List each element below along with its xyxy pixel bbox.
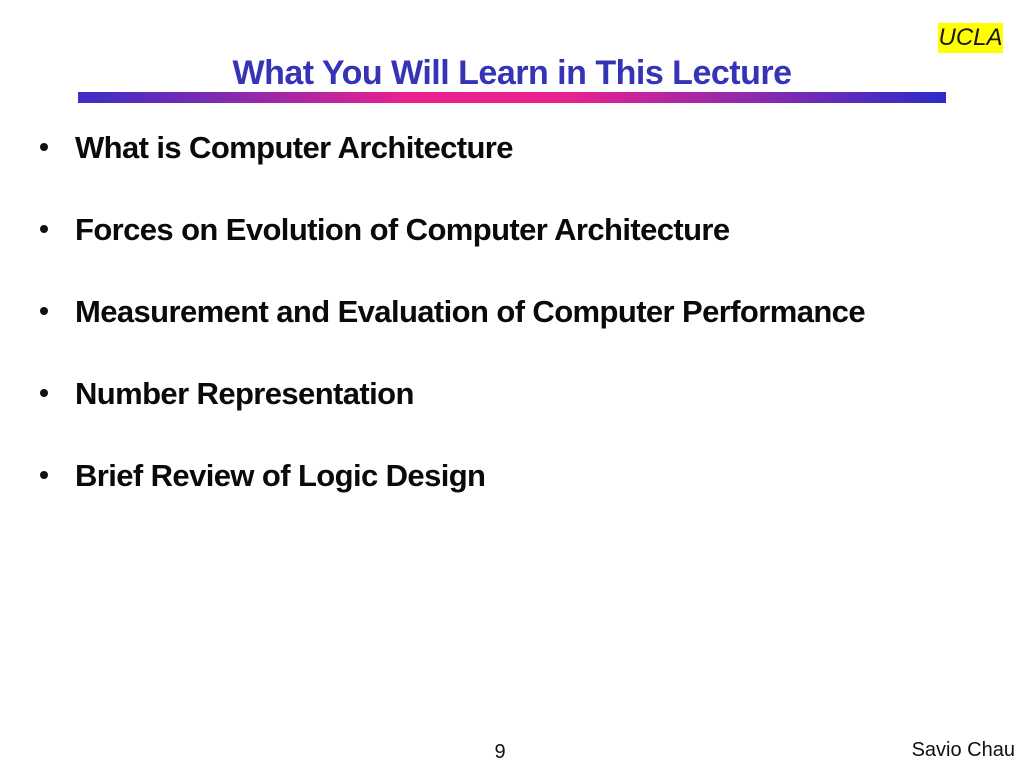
page-number: 9 bbox=[494, 741, 506, 763]
author-name: Savio Chau bbox=[911, 739, 1015, 761]
bullet-icon bbox=[40, 471, 48, 479]
bullet-text: Number Representation bbox=[75, 376, 414, 411]
bullet-item bbox=[40, 459, 1014, 492]
bullet-item bbox=[40, 377, 1014, 410]
slide-title: What You Will Learn in This Lecture bbox=[232, 54, 792, 92]
bullet-item bbox=[40, 213, 1014, 246]
bullet-icon bbox=[40, 389, 48, 397]
bullet-text: Measurement and Evaluation of Computer Performance bbox=[75, 294, 865, 329]
bullet-text: Forces on Evolution of Computer Architecture bbox=[75, 212, 730, 247]
ucla-logo-text: UCLA bbox=[938, 24, 1003, 51]
bullet-item bbox=[40, 295, 1014, 328]
bullet-icon bbox=[40, 143, 48, 151]
bullet-text: What is Computer Architecture bbox=[75, 130, 513, 165]
bullet-icon bbox=[40, 307, 48, 315]
ucla-logo bbox=[938, 23, 1003, 53]
bullet-list bbox=[40, 131, 1014, 541]
title-underline-gradient bbox=[78, 92, 946, 103]
bullet-icon bbox=[40, 225, 48, 233]
bullet-item bbox=[40, 131, 1014, 164]
bullet-text: Brief Review of Logic Design bbox=[75, 458, 486, 493]
